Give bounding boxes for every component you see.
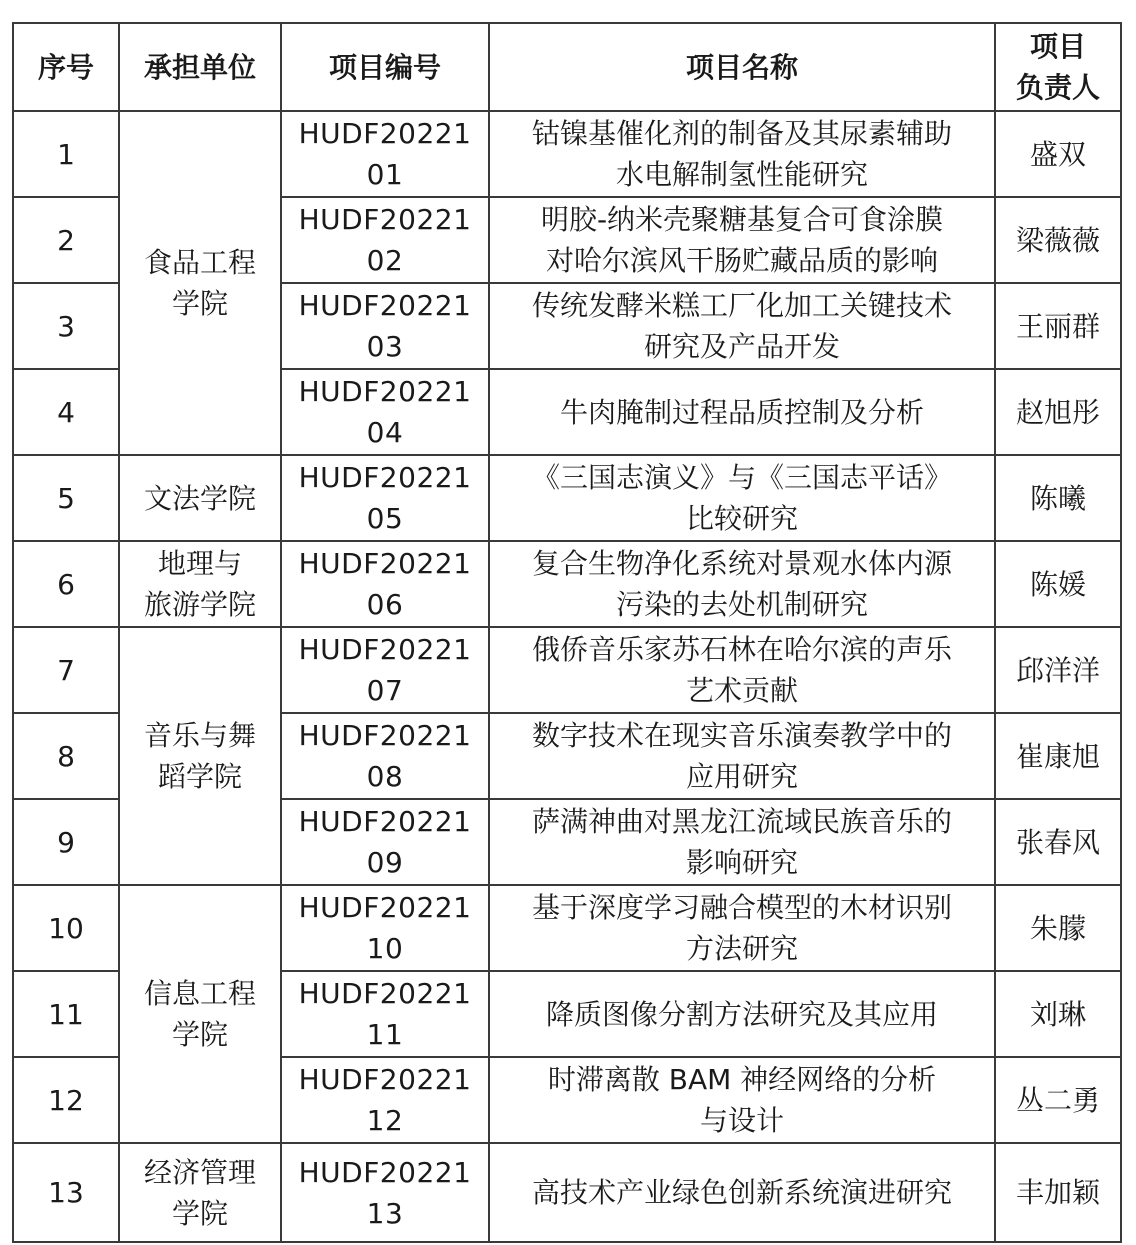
seq-cell: 1 [13, 111, 119, 197]
name-line: 污染的去处机制研究 [615, 588, 868, 621]
unit-cell [119, 111, 281, 455]
code-line: 13 [366, 1196, 404, 1230]
code-line: 01 [366, 158, 404, 191]
table-row [13, 627, 1121, 713]
code-line: HUDF20221 [298, 891, 472, 924]
table-row [13, 1143, 1121, 1242]
code-line: 04 [366, 416, 404, 449]
name-line: 艺术贡献 [685, 674, 798, 707]
table-header-row [13, 23, 1121, 111]
name-cell [489, 713, 995, 799]
unit-cell [119, 627, 281, 885]
header-code: 项目编号 [281, 23, 489, 111]
name-line: 应用研究 [685, 760, 798, 793]
name-line: 高技术产业绿色创新系统演进研究 [531, 1176, 952, 1209]
seq-cell: 11 [13, 971, 119, 1057]
name-line: 对哈尔滨风干肠贮藏品质的影响 [545, 244, 938, 277]
name-cell [489, 283, 995, 369]
leader-cell: 刘琳 [995, 971, 1121, 1057]
table-row [13, 541, 1121, 627]
code-cell [281, 885, 489, 971]
header-unit: 承担单位 [119, 23, 281, 111]
leader-cell: 王丽群 [995, 283, 1121, 369]
code-line: HUDF20221 [298, 547, 472, 580]
code-line: HUDF20221 [298, 719, 472, 752]
leader-cell: 崔康旭 [995, 713, 1121, 799]
unit-line: 学院 [171, 1018, 228, 1051]
code-line: 10 [366, 932, 404, 965]
table-row [13, 111, 1121, 197]
name-line: 萨满神曲对黑龙江流域民族音乐的 [531, 805, 952, 838]
code-line: 03 [366, 330, 404, 363]
seq-cell: 12 [13, 1057, 119, 1143]
leader-cell: 丰加颖 [995, 1143, 1121, 1242]
code-line: HUDF20221 [298, 117, 472, 150]
name-line: 研究及产品开发 [643, 330, 840, 363]
seq-cell: 7 [13, 627, 119, 713]
table-row [13, 455, 1121, 541]
code-line: HUDF20221 [298, 805, 472, 838]
code-cell [281, 627, 489, 713]
leader-cell: 梁薇薇 [995, 197, 1121, 283]
unit-line: 信息工程 [143, 977, 256, 1010]
header-leader-line1: 项目 [1029, 30, 1086, 63]
name-line: 牛肉腌制过程品质控制及分析 [559, 395, 924, 429]
unit-line: 学院 [171, 1196, 228, 1230]
name-cell [489, 627, 995, 713]
name-line: 明胶-纳米壳聚糖基复合可食涂膜 [540, 203, 944, 236]
seq-cell: 3 [13, 283, 119, 369]
code-line: HUDF20221 [298, 461, 472, 494]
header-leader-line2: 负责人 [1015, 71, 1100, 104]
name-cell [489, 369, 995, 455]
name-cell [489, 455, 995, 541]
leader-cell: 朱朦 [995, 885, 1121, 971]
leader-cell: 陈曦 [995, 455, 1121, 541]
code-line: 08 [366, 760, 404, 793]
code-line: HUDF20221 [298, 289, 472, 322]
unit-line: 文法学院 [143, 481, 256, 515]
leader-cell: 陈媛 [995, 541, 1121, 627]
name-cell [489, 541, 995, 627]
leader-cell: 张春风 [995, 799, 1121, 885]
name-line: 基于深度学习融合模型的木材识别 [531, 891, 952, 924]
seq-cell: 5 [13, 455, 119, 541]
name-line: 比较研究 [685, 502, 798, 535]
name-line: 与设计 [699, 1104, 784, 1137]
unit-cell [119, 541, 281, 627]
leader-cell: 邱洋洋 [995, 627, 1121, 713]
code-cell [281, 283, 489, 369]
unit-cell [119, 885, 281, 1143]
seq-cell: 8 [13, 713, 119, 799]
project-table [12, 22, 1122, 1243]
seq-cell: 4 [13, 369, 119, 455]
code-cell [281, 971, 489, 1057]
unit-cell [119, 455, 281, 541]
name-cell [489, 885, 995, 971]
code-cell [281, 111, 489, 197]
unit-line: 学院 [171, 287, 228, 320]
code-cell [281, 369, 489, 455]
unit-line: 地理与 [157, 547, 242, 580]
name-cell [489, 1143, 995, 1242]
leader-cell: 盛双 [995, 111, 1121, 197]
name-cell [489, 799, 995, 885]
name-line: 方法研究 [685, 932, 798, 965]
code-line: HUDF20221 [298, 1155, 472, 1189]
name-cell [489, 971, 995, 1057]
name-cell [489, 197, 995, 283]
header-seq: 序号 [13, 23, 119, 111]
name-line: 水电解制氢性能研究 [615, 158, 868, 191]
unit-line: 经济管理 [143, 1155, 256, 1189]
header-leader [995, 23, 1121, 111]
unit-line: 食品工程 [143, 246, 256, 279]
code-line: HUDF20221 [298, 203, 472, 236]
code-line: 09 [366, 846, 404, 879]
code-cell [281, 713, 489, 799]
code-cell [281, 455, 489, 541]
table-row [13, 885, 1121, 971]
leader-cell: 丛二勇 [995, 1057, 1121, 1143]
name-cell [489, 111, 995, 197]
name-line: 传统发酵米糕工厂化加工关键技术 [531, 289, 952, 322]
code-line: HUDF20221 [298, 633, 472, 666]
unit-line: 蹈学院 [157, 760, 242, 793]
code-cell [281, 799, 489, 885]
name-line: 钴镍基催化剂的制备及其尿素辅助 [531, 117, 952, 150]
seq-cell: 13 [13, 1143, 119, 1242]
code-cell [281, 541, 489, 627]
code-line: 06 [366, 588, 404, 621]
name-line: 数字技术在现实音乐演奏教学中的 [531, 719, 952, 752]
seq-cell: 9 [13, 799, 119, 885]
header-name: 项目名称 [489, 23, 995, 111]
name-line: 俄侨音乐家苏石林在哈尔滨的声乐 [531, 633, 952, 666]
code-cell [281, 197, 489, 283]
code-line: 11 [366, 1018, 404, 1051]
seq-cell: 6 [13, 541, 119, 627]
code-line: HUDF20221 [298, 977, 472, 1010]
name-line: 降质图像分割方法研究及其应用 [545, 997, 938, 1031]
name-line: 影响研究 [685, 846, 798, 879]
code-line: HUDF20221 [298, 375, 472, 408]
name-line: 《三国志演义》与《三国志平话》 [531, 461, 952, 494]
code-line: HUDF20221 [298, 1063, 472, 1096]
code-line: 12 [366, 1104, 404, 1137]
code-line: 02 [366, 244, 404, 277]
name-cell [489, 1057, 995, 1143]
leader-cell: 赵旭彤 [995, 369, 1121, 455]
unit-cell [119, 1143, 281, 1242]
code-line: 07 [366, 674, 404, 707]
unit-line: 旅游学院 [143, 588, 256, 621]
seq-cell: 2 [13, 197, 119, 283]
seq-cell: 10 [13, 885, 119, 971]
code-cell [281, 1143, 489, 1242]
code-line: 05 [366, 502, 404, 535]
code-cell [281, 1057, 489, 1143]
name-line: 复合生物净化系统对景观水体内源 [531, 547, 952, 580]
name-line: 时滞离散 BAM 神经网络的分析 [547, 1063, 937, 1096]
unit-line: 音乐与舞 [143, 719, 256, 752]
